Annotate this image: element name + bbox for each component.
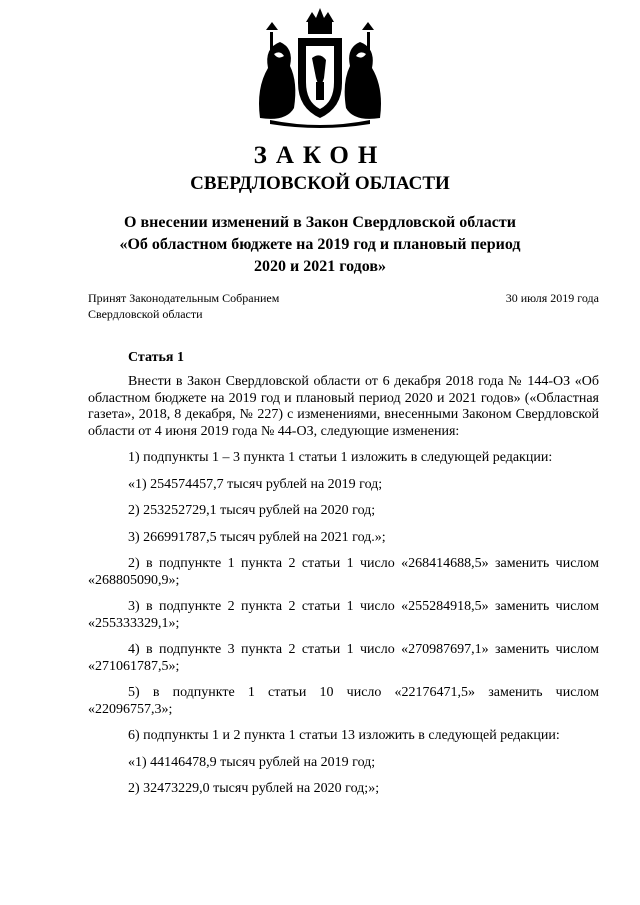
paragraph: 1) подпункты 1 – 3 пункта 1 статьи 1 изложить в следующей редакции: [128, 450, 553, 465]
article-body [88, 374, 599, 808]
paragraph: 2) 253252729,1 тысяч рублей на 2020 год; [128, 503, 376, 518]
paragraph: 4) в подпункте 3 пункта 2 статьи 1 число «270987697,1» заменить числом «271061787,5»; [88, 642, 599, 674]
paragraph: 3) 266991787,5 тысяч рублей на 2021 год.»; [128, 529, 386, 545]
region-title: СВЕРДЛОВСКОЙ ОБЛАСТИ [190, 173, 450, 194]
law-title: ЗАКОН [253, 142, 387, 169]
heading-line-1: О внесении изменений в Закон Свердловской области [124, 214, 516, 231]
heading-line-2: «Об областном бюджете на 2019 год и плановый период [119, 236, 521, 253]
article-heading: Статья 1 [128, 350, 184, 365]
heading-line-3: 2020 и 2021 годов» [254, 258, 386, 275]
paragraph: 3) в подпункте 2 пункта 2 статьи 1 число «255284918,5» заменить числом «255333329,1»; [88, 599, 599, 631]
adoption-line-1: Принят Законодательным Собранием [88, 291, 280, 305]
adoption-note [88, 290, 348, 322]
paragraph: 5) в подпункте 1 статьи 10 число «22176471,5» заменить числом «22096757,3»; [88, 685, 599, 717]
adoption-date: 30 июля 2019 года [505, 291, 599, 305]
paragraph: 2) 32473229,0 тысяч рублей на 2020 год;»; [128, 781, 380, 796]
document-heading [80, 212, 560, 278]
paragraph: 6) подпункты 1 и 2 пункта 1 статьи 13 изложить в следующей редакции: [128, 728, 560, 743]
paragraph: «1) 254574457,7 тысяч рублей на 2019 год; [128, 476, 383, 492]
paragraph: 2) в подпункте 1 пункта 2 статьи 1 число «268414688,5» заменить числом «268805090,9»; [88, 556, 599, 588]
adoption-line-2: Свердловской области [88, 307, 203, 321]
paragraph: «1) 44146478,9 тысяч рублей на 2019 год; [128, 754, 376, 770]
paragraph: Внести в Закон Свердловской области от 6 декабря 2018 года № 144-ОЗ «Об областном бюджете на 2019 год и плановый период 2020 и 2021 годов» («Областная газета», 2018, 8 декабря, № 227) с изменениями, внесенными Законом Свердловской области от 4 июня 2019 года № 44-ОЗ, следующие изменения: [88, 374, 599, 439]
coat-of-arms-emblem [250, 8, 390, 128]
